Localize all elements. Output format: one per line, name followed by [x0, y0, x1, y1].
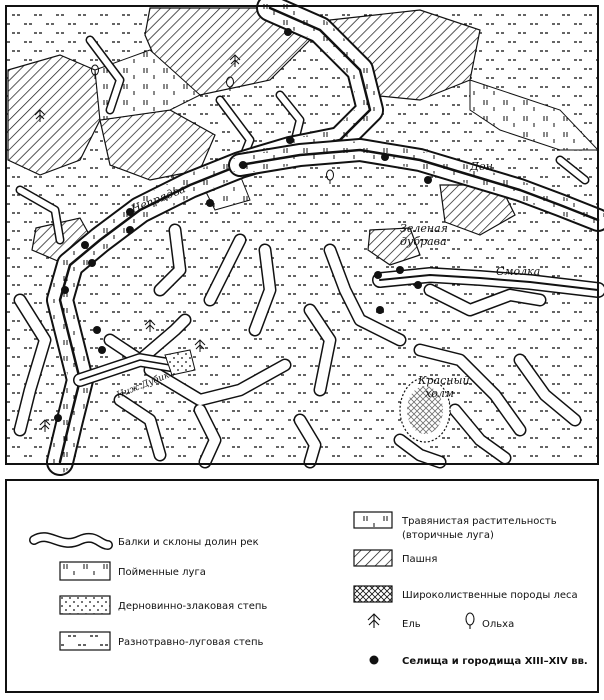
- settlement-dot: [98, 346, 106, 354]
- legend-label: Селища и городища XIII–XIV вв.: [402, 656, 588, 667]
- settlement-dot: [126, 226, 134, 234]
- settlement-dot: [424, 176, 432, 184]
- settlement-dot: [206, 199, 214, 207]
- legend-settlements: [370, 656, 588, 668]
- legend-label: Пашня: [402, 554, 438, 565]
- legend-label: Ольха: [482, 619, 515, 630]
- legend-ravines: [34, 537, 259, 548]
- settlement-dot: [93, 326, 101, 334]
- legend: [6, 480, 598, 692]
- label-krasny-2: холм: [425, 387, 454, 400]
- label-nizh-dubik: Ниж.Дубик: [115, 370, 172, 401]
- settlement-dot: [81, 241, 89, 249]
- legend-label: Ель: [402, 619, 421, 630]
- legend-label: Пойменные луга: [118, 567, 206, 578]
- legend-label: Широколиственные породы леса: [402, 590, 578, 601]
- settlement-dot: [88, 259, 96, 267]
- settlement-dot: [376, 306, 384, 314]
- map-area: [6, 6, 598, 464]
- legend-label: Разнотравно-луговая степь: [118, 637, 264, 648]
- label-don: Дон: [470, 160, 493, 173]
- settlement-dot: [239, 161, 247, 169]
- label-zelenaya-2: дубрава: [400, 235, 447, 248]
- settlement-dot: [61, 286, 69, 294]
- label-zelenaya-1: Зеленая: [400, 222, 448, 235]
- legend-label: Дерновинно-злаковая степь: [118, 601, 268, 612]
- settlement-dot: [370, 656, 379, 665]
- settlement-dot: [284, 28, 292, 36]
- settlement-dot: [396, 266, 404, 274]
- settlement-dot: [286, 136, 294, 144]
- settlement-dot: [381, 153, 389, 161]
- legend-label: (вторичные луга): [402, 530, 494, 541]
- settlement-dot: [414, 281, 422, 289]
- label-nepryadva: Непрядва: [129, 182, 188, 216]
- legend-label: Травянистая растительность: [402, 516, 557, 527]
- label-smolka: Смолка: [496, 265, 541, 278]
- settlement-dot: [374, 271, 382, 279]
- label-krasny-1: Красный: [418, 374, 470, 387]
- legend-label: Балки и склоны долин рек: [118, 537, 259, 548]
- settlement-dot: [54, 414, 62, 422]
